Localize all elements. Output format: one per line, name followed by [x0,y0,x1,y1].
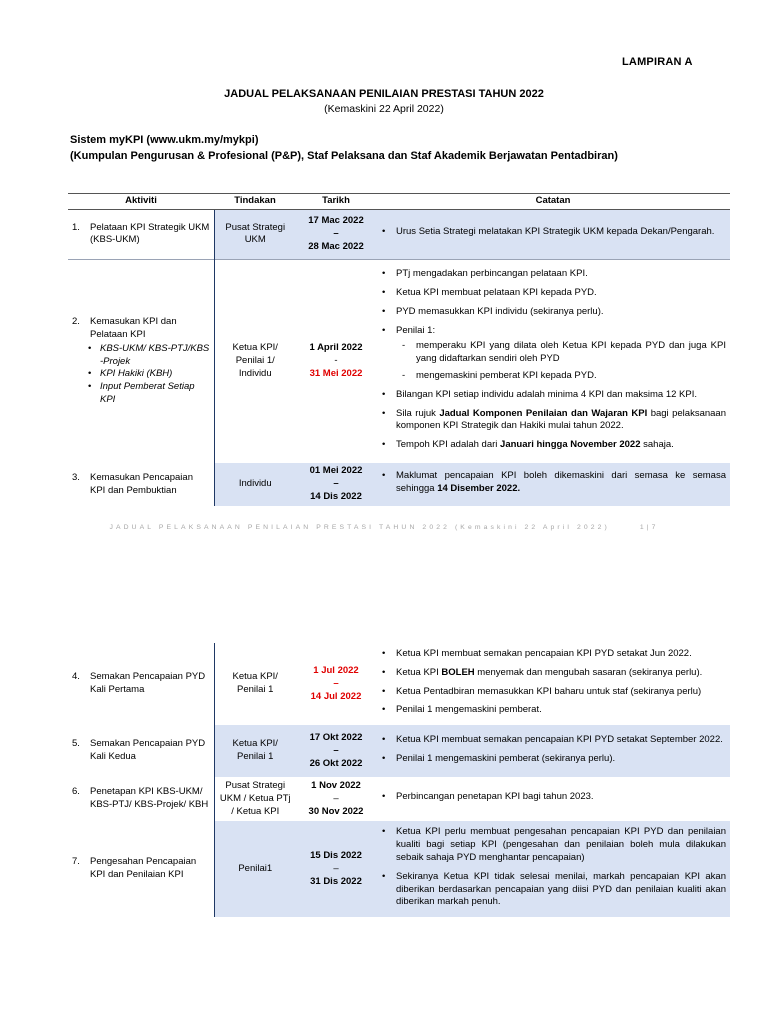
row-1-date-start: 17 Mac 2022 [308,215,364,227]
row-1-date-end: 28 Mac 2022 [308,240,364,252]
note-emphasis: 14 Disember 2022. [437,483,521,495]
note-emphasis: Januari hingga November 2022 [500,439,641,451]
row-4-activity-text: Semakan Pencapaian PYD Kali Pertama [90,671,206,696]
row-2-note: • PYD memasukkan KPI individu (sekiranya perlu). [396,306,726,319]
table-header-row [68,194,730,210]
document-title: JADUAL PELAKSANAAN PENILAIAN PRESTASI TAHUN 2022 [224,88,544,100]
row-2-date-start: 1 April 2022 [309,342,363,354]
row-5-date-sep: – [333,744,339,756]
row-7-tindakan: Penilai1 [214,821,296,917]
table-row-7 [68,821,730,917]
row-6-tindakan: Pusat Strategi UKM / Ketua PTj / Ketua KPI [214,777,296,821]
row-2-note: • Bilangan KPI setiap individu adalah minima 4 KPI dan maksima 12 KPI. [396,389,726,402]
row-4-catatan [376,643,730,725]
row-2-note: • Ketua KPI membuat pelataan KPI kepada PYD. [396,287,726,300]
row-6-aktiviti [68,777,214,821]
row-7-note: • Ketua KPI perlu membuat pengesahan pencapaian KPI PYD dan penilaian kualiti bagi setiap KPI (pengesahan dan penilaian boleh mula dilakukan sebaik sahaja PYD menghantar pencapaian) [396,826,726,864]
row-3-aktiviti [68,463,214,505]
row-5-note: • Ketua KPI membuat semakan pencapaian KPI PYD setakat September 2022. [396,734,726,747]
row-4-date-sep: – [333,677,339,689]
row-2-activity-text: Kemasukan KPI dan Pelataan KPI [90,316,177,341]
row-2-note: • PTj mengadakan perbincangan pelataan KPI. [396,268,726,281]
row-3-date-end: 14 Dis 2022 [310,490,362,502]
note-text: Tempoh KPI adalah dari [396,439,501,451]
row-3-date-start: 01 Mei 2022 [309,465,363,477]
table-row-2 [68,259,730,463]
row-3-catatan [376,463,730,505]
page-footer [0,524,768,531]
row-1-note: • Urus Setia Strategi melatakan KPI Strategik UKM kepada Dekan/Pengarah. [396,226,726,239]
system-line: Sistem myKPI (www.ukm.my/mykpi) [70,134,259,146]
header-tindakan: Tindakan [214,194,296,210]
note-text: Ketua KPI [396,666,442,678]
row-1-tindakan: Pusat Strategi UKM [214,209,296,259]
document-subtitle: (Kemaskini 22 April 2022) [324,103,444,115]
row-2-note [396,325,726,383]
row-5-date-start: 17 Okt 2022 [309,732,363,744]
note-text: bagi pelaksanaan komponen KPI Strategik dan Hakiki mulai tahun 2022. [396,407,726,432]
row-2-sub-item: • KPI Hakiki (KBH) [100,368,210,381]
page-number: 1|7 [639,524,659,531]
row-6-date-start: 1 Nov 2022 [311,780,361,792]
row-5-tarikh [296,725,376,777]
row-2-sub-note: - mengemaskini pemberat KPI kepada PYD. [416,370,726,383]
row-4-note: • Ketua Pentadbiran memasukkan KPI baharu untuk staf (sekiranya perlu) [396,686,726,699]
row-6-catatan [376,777,730,821]
row-7-date-end: 31 Dis 2022 [310,875,362,887]
table-row-4 [68,643,730,725]
row-6-activity-text: Penetapan KPI KBS-UKM/ KBS-PTJ/ KBS-Projek/ KBH [90,786,209,811]
row-5-catatan [376,725,730,777]
row-5-date-end: 26 Okt 2022 [309,757,363,769]
schedule-table-page-2 [68,643,731,917]
row-4-note [396,667,726,680]
note-text: menyemak dan mengubah sasaran (sekiranya perlu). [474,666,703,678]
row-2-aktiviti [68,259,214,463]
row-6-date-sep: – [333,792,339,804]
row-5-activity-text: Semakan Pencapaian PYD Kali Kedua [90,738,206,763]
table-row-5 [68,725,730,777]
row-1-aktiviti [68,209,214,259]
row-2-sub-note: - memperaku KPI yang dilata oleh Ketua KPI kepada PYD dan juga KPI yang didaftarkan sendiri oleh PYD [416,340,726,366]
table-row-6 [68,777,730,821]
row-3-tindakan: Individu [214,463,296,505]
row-4-aktiviti [68,643,214,725]
row-1-number: 1. [72,221,80,233]
row-1-tarikh [296,209,376,259]
note-emphasis: BOLEH [441,666,475,678]
schedule-table-page-1 [68,193,730,506]
row-3-date-sep: – [333,478,339,490]
note-text: sahaja. [640,439,674,451]
row-2-sub-item: • KBS-UKM/ KBS-PTJ/KBS -Projek [100,343,210,369]
header-tarikh: Tarikh [296,194,376,210]
row-2-tindakan: Ketua KPI/ Penilai 1/ Individu [214,259,296,463]
row-6-tarikh [296,777,376,821]
appendix-label: LAMPIRAN A [622,56,693,68]
row-4-tarikh [296,643,376,725]
footer-text: JADUAL PELAKSANAAN PENILAIAN PRESTASI TAHUN 2022 (Kemaskini 22 April 2022) [109,524,610,531]
table-row-3 [68,463,730,505]
row-2-sub-item: • Input Pemberat Setiap KPI [100,381,210,407]
row-6-number: 6. [72,786,80,798]
table-row-1 [68,209,730,259]
row-7-date-sep: – [333,862,339,874]
row-4-date-start: 1 Jul 2022 [313,664,359,676]
row-1-activity-text: Pelataan KPI Strategik UKM (KBS-UKM) [90,221,210,246]
row-2-note [396,408,726,434]
row-3-tarikh [296,463,376,505]
row-3-number: 3. [72,471,80,483]
row-2-catatan [376,259,730,463]
row-4-date-end: 14 Jul 2022 [310,690,362,702]
row-5-tindakan: Ketua KPI/ Penilai 1 [214,725,296,777]
row-5-number: 5. [72,738,80,750]
staff-group-line: (Kumpulan Pengurusan & Profesional (P&P), Staf Pelaksana dan Staf Akademik Berjawatan Pentadbiran) [70,150,618,162]
row-4-number: 4. [72,671,80,683]
row-7-date-start: 15 Dis 2022 [310,849,362,861]
row-7-tarikh [296,821,376,917]
header-catatan: Catatan [376,194,730,210]
row-3-activity-text: Kemasukan Pencapaian KPI dan Pembuktian [90,471,193,496]
row-7-catatan [376,821,730,917]
row-7-aktiviti [68,821,214,917]
row-6-note: • Perbincangan penetapan KPI bagi tahun 2023. [396,791,726,804]
row-7-activity-text: Pengesahan Pencapaian KPI dan Penilaian KPI [90,856,197,881]
row-2-date-end: 31 Mei 2022 [309,367,363,379]
row-7-number: 7. [72,856,80,868]
row-4-note: • Penilai 1 mengemaskini pemberat. [396,704,726,717]
row-1-catatan [376,209,730,259]
row-4-tindakan: Ketua KPI/ Penilai 1 [214,643,296,725]
header-aktiviti: Aktiviti [68,194,214,210]
row-2-note-assessor-label: Penilai 1: [396,324,436,336]
row-5-note: • Penilai 1 mengemaskini pemberat (sekiranya perlu). [396,753,726,766]
row-7-note: • Sekiranya Ketua KPI tidak selesai menilai, markah pencapaian KPI akan diberikan berdasarkan pencapaian yang diisi PYD dan penilaian kualiti akan diberikan markah penuh. [396,871,726,909]
row-2-number: 2. [72,316,80,328]
note-text: Maklumat pencapaian KPI boleh dikemaskini dari semasa ke semasa sehingga [396,470,726,495]
row-5-aktiviti [68,725,214,777]
row-2-note [396,439,726,452]
row-2-tarikh [296,259,376,463]
row-3-note [396,470,726,496]
note-text: Sila rujuk [396,407,440,419]
row-6-date-end: 30 Nov 2022 [308,805,364,817]
row-2-date-sep: - [334,355,338,367]
note-emphasis: Jadual Komponen Penilaian dan Wajaran KPI [439,407,648,419]
row-4-note: • Ketua KPI membuat semakan pencapaian KPI PYD setakat Jun 2022. [396,648,726,661]
row-1-date-sep: – [333,227,339,239]
